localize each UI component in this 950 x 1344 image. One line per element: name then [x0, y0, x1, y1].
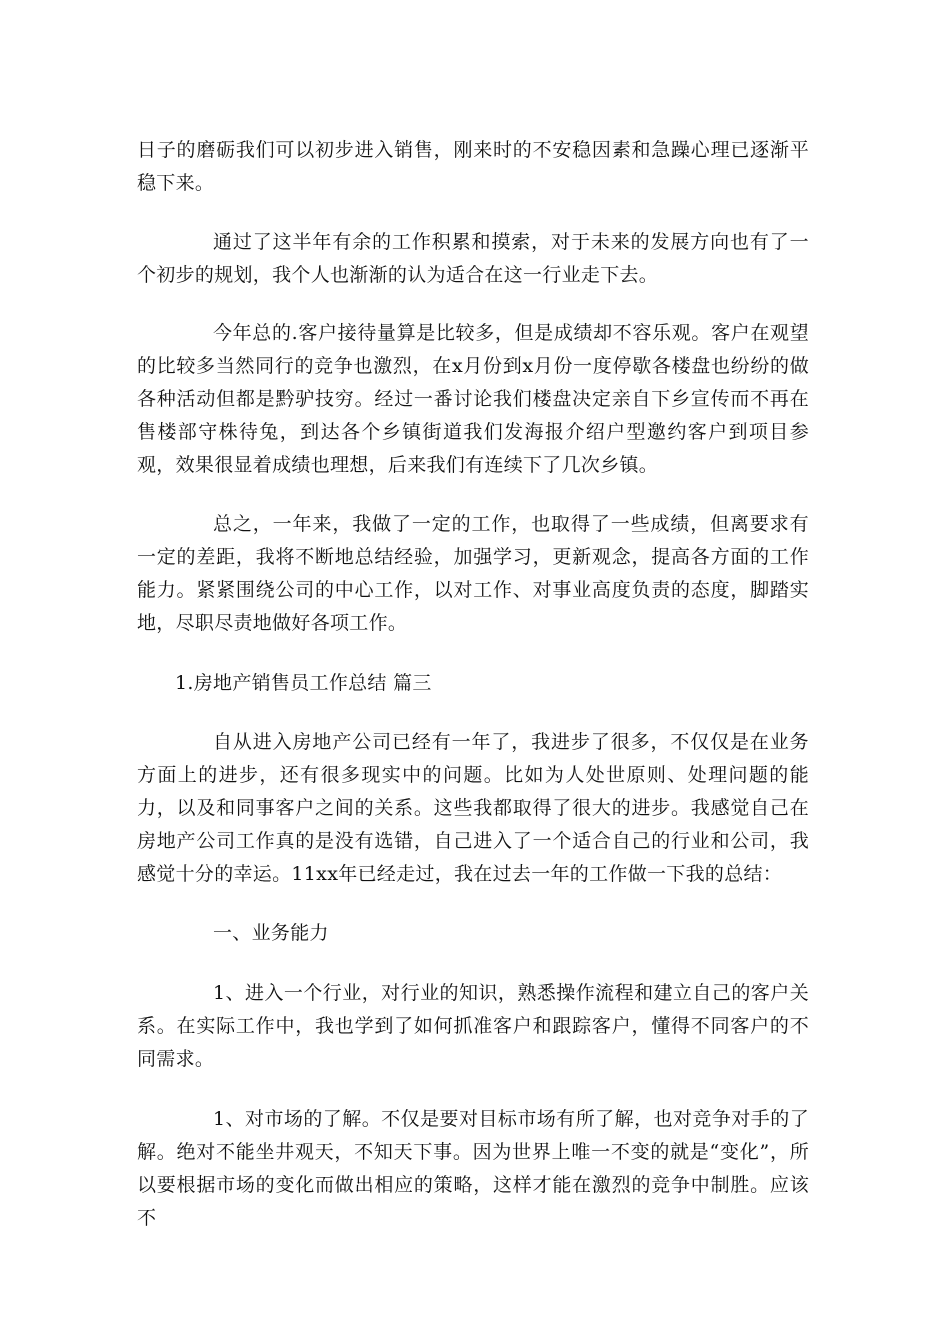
paragraph-planning: 通过了这半年有余的工作积累和摸索，对于未来的发展方向也有了一个初步的规划，我个人也渐渐的认为适合在这一行业走下去。 — [137, 231, 809, 286]
paragraph-customer-reception: 今年总的.客户接待量算是比较多，但是成绩却不容乐观。客户在观望的比较多当然同行的竞争也激烈，在x月份到x月份一度停歇各楼盘也纷纷的做各种活动但都是黔驴技穷。经过一番讨论我们楼盘决定亲自下乡宣传而不再在售楼部守株待兔，到达各个乡镇街道我们发海报介绍户型邀约客户到项目参观，效果很显着成绩也理想，后来我们有连续下了几次乡镇。 — [137, 322, 809, 476]
section-heading-part-three: 1.房地产销售员工作总结 篇三 — [175, 672, 432, 694]
subheading-business-ability: 一、业务能力 — [213, 922, 329, 944]
paragraph-conclusion: 总之，一年来，我做了一定的工作，也取得了一些成绩，但离要求有一定的差距，我将不断地总结经验，加强学习，更新观念，提高各方面的工作能力。紧紧围绕公司的中心工作，以对工作、对事业高度负责的态度，脚踏实地，尽职尽责地做好各项工作。 — [137, 513, 809, 634]
paragraph-introduction: 自从进入房地产公司已经有一年了，我进步了很多，不仅仅是在业务方面上的进步，还有很多现实中的问题。比如为人处世原则、处理问题的能力，以及和同事客户之间的关系。这些我都取得了很大的进步。我感觉自己在房地产公司工作真的是没有选错，自己进入了一个适合自己的行业和公司，我感觉十分的幸运。11xx年已经走过，我在过去一年的工作做一下我的总结： — [137, 731, 809, 885]
paragraph-continuation: 日子的磨砺我们可以初步进入销售，刚来时的不安稳因素和急躁心理已逐渐平稳下来。 — [137, 139, 809, 194]
document-page — [137, 134, 809, 1235]
paragraph-industry-knowledge: 1、进入一个行业，对行业的知识，熟悉操作流程和建立自己的客户关系。在实际工作中，我也学到了如何抓准客户和跟踪客户，懂得不同客户的不同需求。 — [137, 982, 809, 1070]
paragraph-market-understanding: 1、对市场的了解。不仅是要对目标市场有所了解，也对竞争对手的了解。绝对不能坐井观天，不知天下事。因为世界上唯一不变的就是“变化”，所以要根据市场的变化而做出相应的策略，这样才能在激烈的竞争中制胜。应该不 — [137, 1108, 809, 1229]
